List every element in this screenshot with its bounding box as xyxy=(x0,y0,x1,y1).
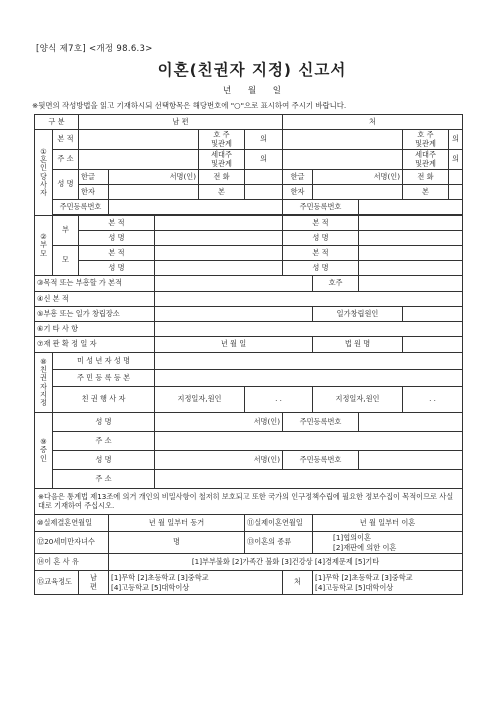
husband-bonjeok-label: 본 적 xyxy=(53,130,79,150)
instruction-note: ※뒷면의 작성방법을 읽고 기재하시되 선택항목은 해당번호에 "○"으로 표시하여 주시기 바랍니다. xyxy=(32,101,347,110)
husband-name-label: 성 명 xyxy=(53,170,79,200)
date-line: 년 월 일 xyxy=(222,86,282,96)
header-husband: 남 편 xyxy=(79,115,283,130)
wife-bon-label: 본 xyxy=(403,185,449,200)
header-category: 구 분 xyxy=(35,115,79,130)
hm-bonjeok-label: 본 적 xyxy=(79,246,155,261)
husband-hoju-rel-label: 호 주 및관계 xyxy=(199,130,245,150)
wife-hoju-ui: 의 xyxy=(449,130,463,150)
husband-phone-field[interactable] xyxy=(245,170,283,185)
husband-hoju-ui: 의 xyxy=(245,130,283,150)
witness1-addr-field[interactable] xyxy=(155,432,463,451)
husband-bonjeok-field[interactable] xyxy=(79,130,199,150)
witness1-jumin-field[interactable] xyxy=(359,413,463,432)
husband-bon-field[interactable] xyxy=(245,185,283,200)
wife-hanja-field[interactable] xyxy=(313,185,403,200)
hm-name-field[interactable] xyxy=(155,261,283,276)
section-parties-label: ① 혼 인 당 사 자 xyxy=(35,130,53,216)
custody-date-cause-label: 지정일자,원인 xyxy=(155,387,245,413)
row10-field[interactable]: 년 월 일부터 동거 xyxy=(109,515,245,532)
witness2-addr-field[interactable] xyxy=(155,470,463,489)
wife-address-field[interactable] xyxy=(283,150,403,170)
form-number: [양식 제7호] <개정 98.6.3> xyxy=(36,44,153,54)
wm-bonjeok-field[interactable] xyxy=(359,246,463,261)
wf-bonjeok-label: 본 적 xyxy=(283,216,359,231)
row4-label: ④신 본 적 xyxy=(35,292,155,307)
table-header-row xyxy=(35,115,463,130)
wife-phone-field[interactable] xyxy=(449,170,463,185)
wife-jumin-label: 주민등록번호 xyxy=(283,200,359,215)
row15-wife-label: 처 xyxy=(283,571,313,595)
row14-options[interactable]: [1]부부불화 [2]가족간 불화 [3]건강상 [4]경제문제 [5]기타 xyxy=(109,554,463,571)
divorce-report-form xyxy=(34,114,463,595)
row11-field[interactable]: 년 월 일부터 이혼 xyxy=(313,515,463,532)
hf-bonjeok-field[interactable] xyxy=(155,216,283,231)
wife-hanja-label: 한자 xyxy=(283,185,313,200)
wife-jumin-field[interactable] xyxy=(359,200,463,215)
hm-name-label: 성 명 xyxy=(79,261,155,276)
wife-signature[interactable]: 서명(인) xyxy=(313,170,403,185)
row6-field[interactable] xyxy=(155,322,463,337)
wm-bonjeok-label: 본 적 xyxy=(283,246,359,261)
row5-ilga-field[interactable] xyxy=(403,307,463,322)
section-custody-label: ⑧ 친 권 자 지 정 xyxy=(35,353,53,413)
row11-label: ⑪실제이혼연월일 xyxy=(245,515,313,532)
hf-name-label: 성 명 xyxy=(79,231,155,246)
row3-field[interactable] xyxy=(155,276,313,292)
witness2-jumin-label: 주민등록번호 xyxy=(283,451,359,470)
husband-jumin-field[interactable] xyxy=(109,200,283,215)
wm-name-field[interactable] xyxy=(359,261,463,276)
custody-date-field[interactable]: . . xyxy=(245,387,313,413)
row7-court-field[interactable] xyxy=(403,337,463,353)
row7-date[interactable]: 년 월 일 xyxy=(155,337,313,353)
section-parents-label: ② 부 모 xyxy=(35,216,53,276)
row13-option-2[interactable]: [2]재판에 의한 이혼 xyxy=(333,542,397,552)
custody-date-cause-label-2: 지정일자,원인 xyxy=(313,387,403,413)
row5-label: ⑤부흥 또는 일가 창립장소 xyxy=(35,307,155,322)
husband-phone-label: 전 화 xyxy=(199,170,245,185)
wife-bon-field[interactable] xyxy=(449,185,463,200)
wife-sedaeju-ui: 의 xyxy=(449,150,463,170)
minor-name-field[interactable] xyxy=(155,353,463,370)
row15-label: ⑮교육정도 xyxy=(35,571,79,595)
witness1-jumin-label: 주민등록번호 xyxy=(283,413,359,432)
row5-ilga-label: 일가창립원인 xyxy=(313,307,403,322)
row14-label: ⑭이 혼 사 유 xyxy=(35,554,109,571)
row15-wife-edu-1[interactable]: [1]무학 [2]초등학교 [3]중학교 xyxy=(315,572,413,582)
header-wife: 처 xyxy=(283,115,463,130)
husband-signature[interactable]: 서명(인) xyxy=(109,170,199,185)
row6-label: ⑥기 타 사 항 xyxy=(35,322,155,337)
row3-label: ③목적 또는 부흥할 가 본적 xyxy=(35,276,155,292)
husband-father-label: 부 xyxy=(53,216,79,246)
husband-sedaeju-ui: 의 xyxy=(245,150,283,170)
husband-hangeul-label: 한글 xyxy=(79,170,109,185)
husband-hanja-field[interactable] xyxy=(109,185,199,200)
row5-field[interactable] xyxy=(155,307,313,322)
hf-name-field[interactable] xyxy=(155,231,283,246)
row7-court-label: 법 원 명 xyxy=(313,337,403,353)
husband-bon-label: 본 xyxy=(199,185,245,200)
wf-name-field[interactable] xyxy=(359,231,463,246)
hm-bonjeok-field[interactable] xyxy=(155,246,283,261)
row15-wife-edu-2[interactable]: [4]고등학교 [5]대학이상 xyxy=(315,582,394,592)
witness1-name-label: 성 명 xyxy=(53,413,155,432)
witness2-addr-label: 주 소 xyxy=(53,470,155,489)
wife-hangeul-label: 한글 xyxy=(283,170,313,185)
minor-name-label: 미 성 년 자 성 명 xyxy=(53,353,155,370)
husband-address-label: 주 소 xyxy=(53,150,79,170)
row12-label: ⑫20세미만자녀수 xyxy=(35,532,109,554)
custody-date-field-2[interactable]: . . xyxy=(403,387,463,413)
witness2-jumin-field[interactable] xyxy=(359,451,463,470)
wife-hoju-rel-label: 호 주 및관계 xyxy=(403,130,449,150)
custody-jumin-label: 주 민 등 록 등 본 xyxy=(53,370,155,387)
row3-hoju-label: 호주 xyxy=(313,276,359,292)
witness2-signature[interactable]: 서명(인) xyxy=(155,451,283,470)
row15-husband-label: 남 편 xyxy=(79,571,109,595)
row3-hoju-field[interactable] xyxy=(359,276,463,292)
row15-husband-edu-2[interactable]: [4]고등학교 [5]대학이상 xyxy=(111,582,190,592)
witness1-addr-label: 주 소 xyxy=(53,432,155,451)
wife-bonjeok-field[interactable] xyxy=(283,130,403,150)
wife-sedaeju-rel-label: 세대주 및관계 xyxy=(403,150,449,170)
row12-field[interactable]: 명 xyxy=(109,532,245,554)
husband-address-field[interactable] xyxy=(79,150,199,170)
witness1-signature[interactable]: 서명(인) xyxy=(155,413,283,432)
section-witness-label: ⑨ 증 인 xyxy=(35,413,53,489)
husband-jumin-label: 주민등록번호 xyxy=(53,200,109,215)
hf-bonjeok-label: 본 적 xyxy=(79,216,155,231)
husband-sedaeju-rel-label: 세대주 및관계 xyxy=(199,150,245,170)
witness2-name-label: 성 명 xyxy=(53,451,155,470)
row13-label: ⑬이혼의 종류 xyxy=(245,532,313,554)
statistics-note: ※다음은 통계법 제13조에 의거 개인의 비밀사항이 철저히 보호되고 또한 국가의 인구정책수립에 필요한 정보수집이 목적이므로 사실대로 기재하여 주십시오. xyxy=(35,489,463,515)
row10-label: ⑩실제결혼연월일 xyxy=(35,515,109,532)
wf-name-label: 성 명 xyxy=(283,231,359,246)
custody-jumin-field[interactable] xyxy=(155,370,463,387)
row7-label: ⑦재 판 확 정 일 자 xyxy=(35,337,155,353)
row13-option-1[interactable]: [1]협의이혼 xyxy=(333,532,371,542)
husband-hanja-label: 한자 xyxy=(79,185,109,200)
page-title: 이혼(친권자 지정) 신고서 xyxy=(157,61,347,79)
wm-name-label: 성 명 xyxy=(283,261,359,276)
mother-label: 모 xyxy=(53,246,79,276)
wife-phone-label: 전 화 xyxy=(403,170,449,185)
wf-bonjeok-field[interactable] xyxy=(359,216,463,231)
row15-husband-edu-1[interactable]: [1]무학 [2]초등학교 [3]중학교 xyxy=(111,572,209,582)
row4-field[interactable] xyxy=(155,292,463,307)
custodian-label: 친 권 행 사 자 xyxy=(53,387,155,413)
